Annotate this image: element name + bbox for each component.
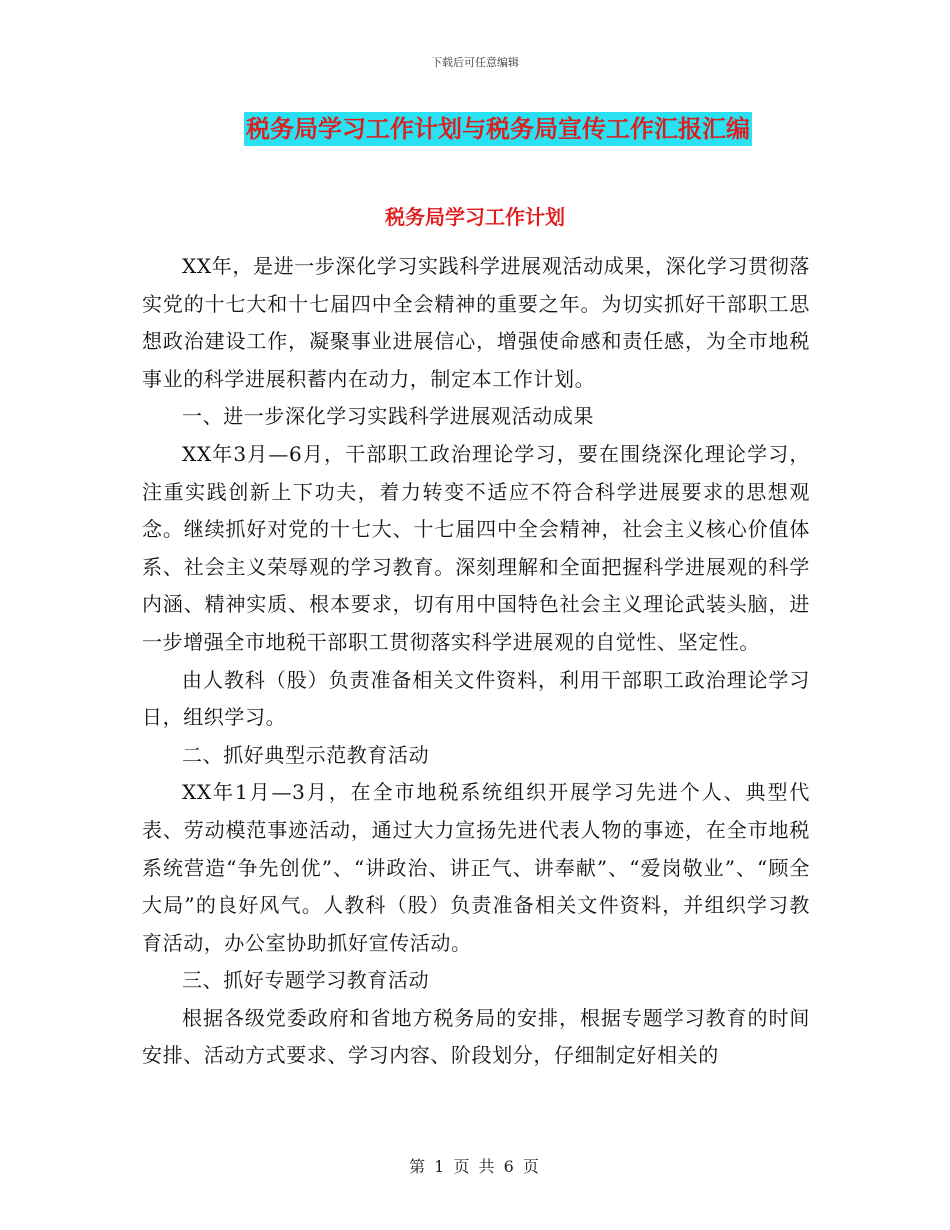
document-body bbox=[142, 248, 810, 1075]
paragraph: XX年，是进一步深化学习实践科学进展观活动成果，深化学习贯彻落实党的十七大和十七届四中全会精神的重要之年。为切实抓好干部职工思想政治建设工作，凝聚事业进展信心，增强使命感和责任感，为全市地税事业的科学进展积蓄内在动力，制定本工作计划。 bbox=[142, 254, 810, 391]
main-title-container bbox=[0, 112, 950, 146]
heading-paragraph: 二、抓好典型示范教育活动 bbox=[182, 742, 430, 767]
heading-paragraph: 一、进一步深化学习实践科学进展观活动成果 bbox=[182, 404, 594, 429]
paragraph: XX年1月—3月，在全市地税系统组织开展学习先进个人、典型代表、劳动模范事迹活动，通过大力宣扬先进代表人物的事迹，在全市地税系统营造“争先创优”、“讲政治、讲正气、讲奉献”、“爱岗敬业”、“顾全大局”的良好风气。人教科（股）负责准备相关文件资料，并组织学习教育活动，办公室协助抓好宣传活动。 bbox=[142, 780, 810, 955]
section-title: 税务局学习工作计划 bbox=[385, 205, 565, 229]
header-note: 下载后可任意编辑 bbox=[431, 56, 519, 69]
paragraph: 根据各级党委政府和省地方税务局的安排，根据专题学习教育的时间安排、活动方式要求、学习内容、阶段划分，仔细制定好相关的 bbox=[142, 1005, 810, 1068]
heading-paragraph: 三、抓好专题学习教育活动 bbox=[182, 968, 430, 993]
paragraph: XX年3月—6月，干部职工政治理论学习，要在围绕深化理论学习，注重实践创新上下功夫，着力转变不适应不符合科学进展要求的思想观念。继续抓好对党的十七大、十七届四中全会精神，社会主义核心价值体系、社会主义荣辱观的学习教育。深刻理解和全面把握科学进展观的科学内涵、精神实质、根本要求，切有用中国特色社会主义理论武装头脑，进一步增强全市地税干部职工贯彻落实科学进展观的自觉性、坚定性。 bbox=[142, 441, 810, 654]
page-number: 第 1 页 共 6 页 bbox=[409, 1157, 541, 1176]
paragraph: 由人教科（股）负责准备相关文件资料，利用干部职工政治理论学习日，组织学习。 bbox=[142, 667, 810, 730]
main-title: 税务局学习工作计划与税务局宣传工作汇报汇编 bbox=[244, 112, 752, 146]
